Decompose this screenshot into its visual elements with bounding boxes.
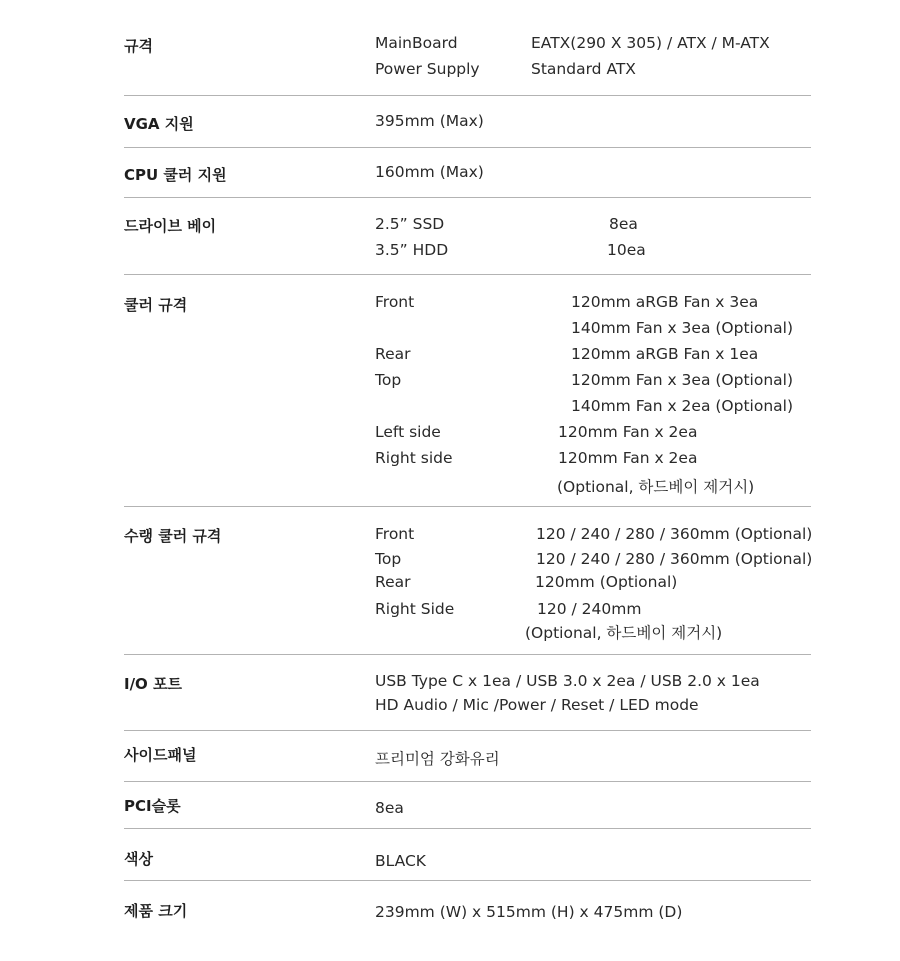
spec-value: 140mm Fan x 2ea (Optional) bbox=[571, 397, 794, 415]
row-label: 제품 크기 bbox=[124, 902, 188, 920]
spec-value: 8ea bbox=[375, 799, 404, 817]
spec-key: Front bbox=[375, 525, 415, 543]
spec-key: Right side bbox=[375, 449, 453, 467]
spec-key: Right Side bbox=[375, 600, 455, 618]
spec-key: Rear bbox=[375, 345, 411, 363]
row-label: VGA 지원 bbox=[124, 115, 194, 133]
spec-value: 120 / 240mm bbox=[537, 600, 642, 618]
row-label: 규격 bbox=[124, 37, 153, 55]
row-divider bbox=[124, 274, 811, 275]
spec-value: BLACK bbox=[375, 852, 426, 870]
row-divider bbox=[124, 95, 811, 96]
spec-table bbox=[124, 0, 811, 961]
spec-value: 8ea bbox=[609, 215, 638, 233]
spec-key: 2.5” SSD bbox=[375, 215, 445, 233]
row-label: PCI슬롯 bbox=[124, 797, 181, 815]
spec-value: 120 / 240 / 280 / 360mm (Optional) bbox=[536, 550, 813, 568]
spec-value: EATX(290 X 305) / ATX / M-ATX bbox=[531, 34, 770, 52]
spec-value: 160mm (Max) bbox=[375, 163, 484, 181]
row-divider bbox=[124, 880, 811, 881]
row-label: 색상 bbox=[124, 850, 153, 868]
row-divider bbox=[124, 506, 811, 507]
spec-value: 프리미엄 강화유리 bbox=[375, 750, 500, 768]
row-label: 수랭 쿨러 규격 bbox=[124, 527, 222, 545]
spec-value: 120mm (Optional) bbox=[535, 573, 678, 591]
spec-key: Rear bbox=[375, 573, 411, 591]
row-label: I/O 포트 bbox=[124, 675, 183, 693]
spec-value: (Optional, 하드베이 제거시) bbox=[557, 478, 755, 496]
row-divider bbox=[124, 730, 811, 731]
spec-value: (Optional, 하드베이 제거시) bbox=[525, 624, 723, 642]
row-divider bbox=[124, 781, 811, 782]
spec-value: 120mm Fan x 2ea bbox=[558, 449, 698, 467]
row-divider bbox=[124, 197, 811, 198]
spec-value: HD Audio / Mic /Power / Reset / LED mode bbox=[375, 696, 699, 714]
spec-value: Standard ATX bbox=[531, 60, 636, 78]
spec-value: 120mm Fan x 2ea bbox=[558, 423, 698, 441]
row-label: 사이드패널 bbox=[124, 746, 197, 764]
row-label: CPU 쿨러 지원 bbox=[124, 166, 227, 184]
row-label: 쿨러 규격 bbox=[124, 296, 188, 314]
spec-value: USB Type C x 1ea / USB 3.0 x 2ea / USB 2.0 x 1ea bbox=[375, 672, 760, 690]
spec-value: 10ea bbox=[607, 241, 646, 259]
spec-key: Left side bbox=[375, 423, 441, 441]
spec-value: 120mm aRGB Fan x 3ea bbox=[571, 293, 759, 311]
row-divider bbox=[124, 147, 811, 148]
spec-key: Front bbox=[375, 293, 415, 311]
spec-value: 395mm (Max) bbox=[375, 112, 484, 130]
spec-key: Top bbox=[375, 371, 402, 389]
spec-key: MainBoard bbox=[375, 34, 458, 52]
spec-value: 120 / 240 / 280 / 360mm (Optional) bbox=[536, 525, 813, 543]
spec-value: 239mm (W) x 515mm (H) x 475mm (D) bbox=[375, 903, 683, 921]
spec-value: 140mm Fan x 3ea (Optional) bbox=[571, 319, 794, 337]
spec-value: 120mm aRGB Fan x 1ea bbox=[571, 345, 759, 363]
spec-key: 3.5” HDD bbox=[375, 241, 449, 259]
spec-key: Power Supply bbox=[375, 60, 480, 78]
row-label: 드라이브 베이 bbox=[124, 217, 217, 235]
row-divider bbox=[124, 828, 811, 829]
spec-key: Top bbox=[375, 550, 402, 568]
spec-value: 120mm Fan x 3ea (Optional) bbox=[571, 371, 794, 389]
row-divider bbox=[124, 654, 811, 655]
